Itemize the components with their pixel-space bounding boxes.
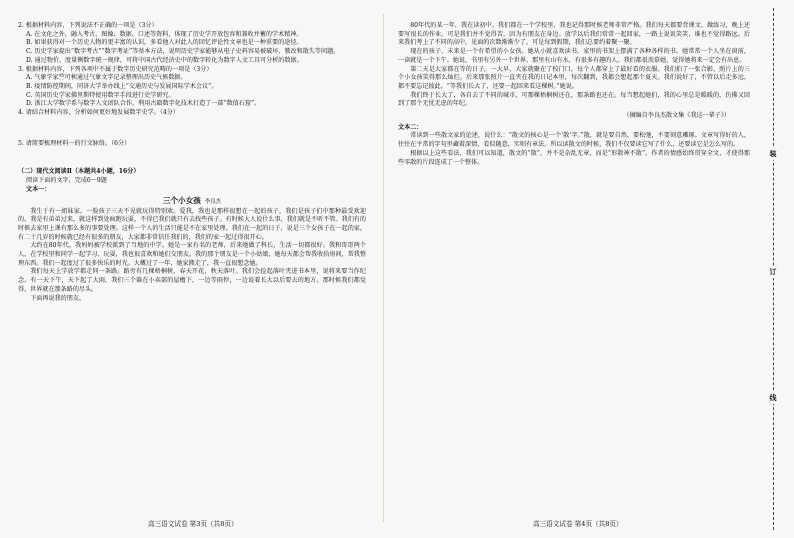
question-2-option-d: D. 通过物价、度量衡数字统一规律，可将中国古代经济史中的数字转化为数字人文工具可分析的数据。 — [26, 56, 303, 64]
binding-mark: 线 — [767, 392, 779, 404]
text-1-label: 文本一： — [26, 185, 51, 193]
page-footer-right: 高三语文试卷 第4页（共8页） — [533, 520, 623, 528]
section-heading: （二）现代文阅读Ⅱ（本题共4小题，16分） — [18, 168, 140, 176]
story-closing-line: 下面再说我的朋友。 — [30, 294, 86, 302]
essay-paragraph: 根据以上这些看法，我们可以知道，散文的“散”，并不是杂乱无章，而是“形散神不散”。作者的情感始终贯穿全文，才使得那些零散的片段连成了一个整体。 — [398, 149, 750, 166]
story-paragraph: 我们终于长大了，各自去了不同的城市，可那棵梧桐树还在，那条路也还在。每当想起她们，我的心里总是暖暖的，仿佛又回到了那个无忧无虑的年纪。 — [398, 91, 750, 108]
answer-space — [18, 118, 366, 140]
left-page — [18, 22, 366, 512]
binding-mark: 装 — [767, 148, 779, 160]
question-4: 4. 请结合材料内容，分析如何更好地发展数字史学。（4分） — [18, 109, 179, 117]
binding-mark: 订 — [767, 266, 779, 278]
binding-line — [764, 8, 784, 530]
question-3-option-a: A. 气象学家竺可桢通过气象文字记录整理出历史气候数据。 — [26, 74, 187, 82]
story-paragraph: 80年代的某一年，我在读初中。我们都在一个学校里，我也记得那时候老师非常严格。我们每天都要背课文、做练习，晚上还要写很长的作业。可是我们并不觉得苦，因为有朋友在身边。放学以后我们常常一起回家，一路上说说笑笑，谁也不觉得路远。后来我们考上了不同的高中，见面的次数渐渐少了，可是每到假期，我们总要约着聚一聚。 — [398, 22, 750, 47]
story-paragraph: 第二天是大家都在等的日子。一大早，大家就聚在了校门口，每个人都穿上了最好看的衣服。我们拍了一张合影，照片上的三个小女孩笑得那么灿烂。后来那张照片一直夹在我的日记本里，每次翻到，我都会想起那个夏天。我们说好了，不管以后走多远，都不要忘记彼此。“等我们长大了，还要一起回来看这棵树。”她说。 — [398, 65, 750, 90]
story-title: 三个小女孩 — [162, 195, 201, 205]
story-title-line — [18, 195, 366, 208]
story-paragraph: 我们每天上学放学都走同一条路。路旁有几棵梧桐树，春天开花，秋天落叶。我们会捡起落叶夹进书本里，说将来要当作纪念。有一天下午，天下起了大雨，我们三个躲在小卖部的屋檐下，一边等雨停，一边说着长大以后要去的地方。那时候我们都觉得，世界就在那条路的尽头。 — [18, 268, 366, 293]
question-5: 5. 请简要梳理材料一的行文脉络。（6分） — [18, 139, 131, 147]
right-page — [398, 22, 750, 512]
question-2-option-b: B. 如果获得对一个历史人物的更丰富的认识，多看他人对此人的回忆评论性文章也是一种重要的途径。 — [26, 39, 303, 47]
question-2-option-a: A. 在文化之外，融入考古、图像、数据、口述等资料，体现了历史学开放包容和兼收并蓄的学术精神。 — [26, 30, 303, 38]
text-2-label: 文本二： — [398, 123, 423, 131]
story-paragraph: 现在的孩子，未来是一个有希望的小女孩。她从小就喜欢读书，家里的书架上摆满了各种各样的书。她常常一个人坐在窗前，一读就是一个下午。她说，书里有另外一个世界，那里有山有水，有很多有趣的人。我们都很羡慕她，觉得她将来一定会有出息。 — [398, 48, 750, 64]
question-2-option-c: C. 历史学家提出“数字考古”“数字考证”等基本方法，说明历史学家能够从电子史料容易被破坏、篡改和散失等问题。 — [26, 48, 340, 56]
section-instruction: 阅读下面的文字，完成6～9题 — [26, 177, 107, 185]
essay-paragraph: 常读到一些散文家的论述，说什么：“散文的核心是一个‘散’字。”散，就是要自然，要松弛，不要刻意雕琢。文章写得好的人，往往在平常的字句里藏着深情，看似随意，实则有章法。所以读散文的时候，我们不仅要读它写了什么，还要读它是怎么写的。 — [398, 132, 750, 149]
story-paragraph: 我生于有一姐妹家。一脸孩子三天不见就玩得特别欢。爱我，我也是那样很想在一起的孩子，我们是孩子们中那种最受欢迎的。我是有弟弟过来，就这样到处疯跑玩耍，不得已我们就只有去找些孩子。有时候大人说什么事，我们就是不听不管。我们有的时候去家里上课有那么多的事要处理。这样一个人的生活只能是不在家里处理。我们在一起的日子，说是三个女孩子在一起的家，有二十几岁的时候就已经有很多的朋友，大家都非常信任我们的，我们的家一起过得很开心。 — [18, 207, 366, 241]
question-3-option-c: C. 英国历史学家佛里斯特使用数字手段进行史学研究。 — [26, 91, 175, 99]
question-3-option-b: B. 疫情防控期间，同济大学举办线上“交通历史与发展国际学术会议”。 — [26, 82, 218, 90]
question-3-option-d: D. 浙江大学数学系与数字人文团队合作，利用古籍数字化技术打造了一部“数值石窟”。 — [26, 100, 261, 108]
story-author: 李良杰 — [204, 198, 222, 205]
page-gutter — [383, 14, 384, 522]
page-footer-left: 高三语文试卷 第3页（共8页） — [148, 520, 238, 528]
source-note: （摘编自李良杰散文集《我这一辈子》） — [623, 112, 730, 120]
question-3-stem: 3. 根据材料内容，下列各项中不属于数字历史研究范畴的一项是（3分） — [18, 65, 213, 73]
answer-space — [18, 148, 366, 168]
story-paragraph: 大约在80年代，我妈妈被学校派到了当地的中学。她是一家有名的老师，后来她做了科长，生活一切都很好。我和哥哥两个人，在学校里和同学一起学习、玩耍，我也很喜欢和她们交朋友。我的那个朋友是一个小姑娘，她每天都会帮我收拾房间，帮我整理东西。我们一起度过了很多快乐的时光。大概过了一年，她家搬走了，我一直很想念她。 — [18, 242, 366, 267]
question-2-stem: 2. 根据材料内容，下列说法不正确的一项是（3分） — [18, 22, 158, 29]
